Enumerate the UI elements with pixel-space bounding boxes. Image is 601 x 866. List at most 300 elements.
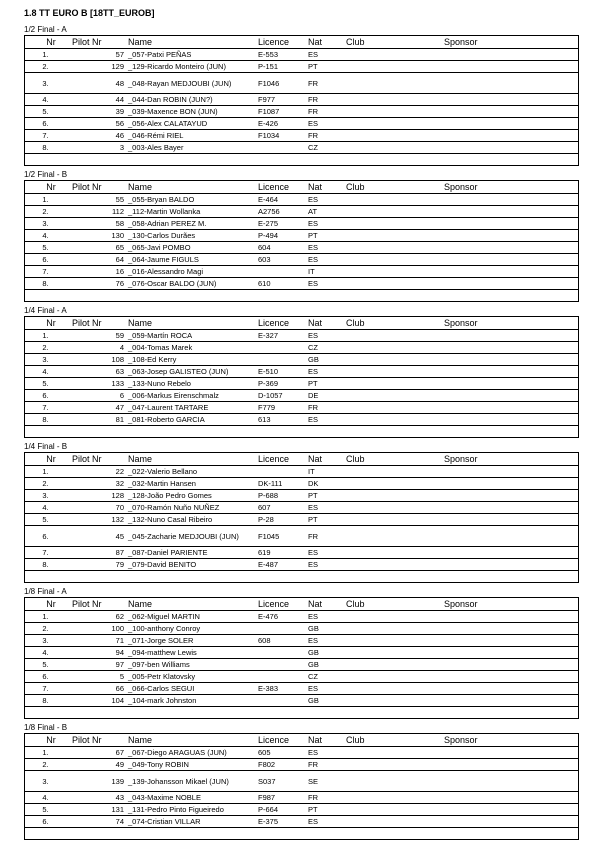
licence-cell: F1034	[257, 130, 307, 142]
sponsor-cell	[443, 671, 578, 683]
club-cell	[345, 266, 443, 278]
licence-cell: F977	[257, 94, 307, 106]
pilot-name-cell: _104-mark Johnston	[127, 695, 257, 707]
table-row	[25, 559, 578, 571]
pilot-nr-header: Pilot Nr	[66, 734, 127, 747]
licence-cell: 619	[257, 547, 307, 559]
nationality-cell: ES	[307, 635, 345, 647]
sponsor-header: Sponsor	[443, 317, 578, 330]
club-cell	[345, 230, 443, 242]
nationality-cell: DE	[307, 390, 345, 402]
pilot-nr-cell: 133	[66, 378, 127, 390]
pilot-nr-cell: 70	[66, 502, 127, 514]
sponsor-cell	[443, 390, 578, 402]
club-cell	[345, 611, 443, 623]
club-cell	[345, 804, 443, 816]
section-label: 1/8 Final - B	[24, 723, 68, 732]
licence-cell: 607	[257, 502, 307, 514]
sponsor-cell	[443, 414, 578, 426]
nr-header: Nr	[25, 734, 66, 747]
club-cell	[345, 194, 443, 206]
club-cell	[345, 354, 443, 366]
pilot-name-cell: _059-Martín ROCA	[127, 330, 257, 342]
nationality-cell: FR	[307, 106, 345, 118]
nationality-cell: PT	[307, 61, 345, 73]
results-table	[24, 733, 579, 840]
nationality-cell: AT	[307, 206, 345, 218]
licence-cell: P-494	[257, 230, 307, 242]
rank-cell: 3.	[25, 490, 66, 502]
club-header: Club	[345, 181, 443, 194]
table-header-row	[25, 181, 578, 194]
name-header: Name	[127, 317, 257, 330]
table-row	[25, 390, 578, 402]
sponsor-cell	[443, 49, 578, 61]
name-header: Name	[127, 734, 257, 747]
pilot-name-cell: _066-Carlos SEGUI	[127, 683, 257, 695]
table-row	[25, 330, 578, 342]
pilot-nr-cell: 32	[66, 478, 127, 490]
club-cell	[345, 683, 443, 695]
licence-cell: 604	[257, 242, 307, 254]
sponsor-cell	[443, 94, 578, 106]
table-row	[25, 771, 578, 792]
nationality-cell: ES	[307, 242, 345, 254]
table-row	[25, 94, 578, 106]
nationality-cell: ES	[307, 278, 345, 290]
nationality-cell: FR	[307, 73, 345, 94]
pilot-name-cell: _132-Nuno Casal Ribeiro	[127, 514, 257, 526]
nationality-cell: FR	[307, 526, 345, 547]
licence-cell: E-487	[257, 559, 307, 571]
section-label: 1/8 Final - A	[24, 587, 67, 596]
rank-cell: 4.	[25, 366, 66, 378]
table-row	[25, 106, 578, 118]
rank-cell: 8.	[25, 142, 66, 154]
table-row	[25, 526, 578, 547]
club-cell	[345, 49, 443, 61]
nationality-cell: IT	[307, 266, 345, 278]
pilot-name-cell: _130-Carlos Durães	[127, 230, 257, 242]
sponsor-header: Sponsor	[443, 734, 578, 747]
club-cell	[345, 747, 443, 759]
pilot-name-cell: _022-Valerio Bellano	[127, 466, 257, 478]
rank-cell: 3.	[25, 218, 66, 230]
pilot-nr-cell: 87	[66, 547, 127, 559]
rank-cell: 8.	[25, 414, 66, 426]
rank-cell: 5.	[25, 804, 66, 816]
licence-cell: F802	[257, 759, 307, 771]
licence-cell	[257, 142, 307, 154]
nationality-cell: FR	[307, 130, 345, 142]
licence-cell: E-426	[257, 118, 307, 130]
pilot-nr-header: Pilot Nr	[66, 317, 127, 330]
sponsor-cell	[443, 230, 578, 242]
name-header: Name	[127, 36, 257, 49]
pilot-name-cell: _063-Josep GALISTEO (JUN)	[127, 366, 257, 378]
nationality-cell: IT	[307, 466, 345, 478]
pilot-nr-cell: 130	[66, 230, 127, 242]
pilot-nr-cell: 45	[66, 526, 127, 547]
rank-cell: 4.	[25, 792, 66, 804]
nr-header: Nr	[25, 36, 66, 49]
pilot-name-cell: _039-Maxence BON (JUN)	[127, 106, 257, 118]
table-header-row	[25, 317, 578, 330]
licence-header: Licence	[257, 598, 307, 611]
table-spacer-row	[25, 828, 578, 840]
pilot-name-cell: _004-Tomas Marek	[127, 342, 257, 354]
club-cell	[345, 278, 443, 290]
pilot-nr-cell: 79	[66, 559, 127, 571]
nationality-cell: ES	[307, 747, 345, 759]
pilot-nr-cell: 49	[66, 759, 127, 771]
rank-cell: 1.	[25, 330, 66, 342]
nationality-cell: ES	[307, 366, 345, 378]
pilot-nr-cell: 57	[66, 49, 127, 61]
club-header: Club	[345, 36, 443, 49]
pilot-name-cell: _094-matthew Lewis	[127, 647, 257, 659]
licence-cell: P-151	[257, 61, 307, 73]
club-cell	[345, 94, 443, 106]
nationality-cell: PT	[307, 230, 345, 242]
sponsor-header: Sponsor	[443, 453, 578, 466]
rank-cell: 2.	[25, 206, 66, 218]
licence-cell	[257, 354, 307, 366]
nationality-cell: ES	[307, 118, 345, 130]
sponsor-cell	[443, 611, 578, 623]
table-row	[25, 254, 578, 266]
licence-cell	[257, 671, 307, 683]
table-header-row	[25, 453, 578, 466]
table-row	[25, 490, 578, 502]
pilot-name-cell: _048-Rayan MEDJOUBI (JUN)	[127, 73, 257, 94]
pilot-nr-cell: 6	[66, 390, 127, 402]
nationality-cell: ES	[307, 611, 345, 623]
results-table	[24, 316, 579, 438]
results-table	[24, 35, 579, 166]
sponsor-cell	[443, 623, 578, 635]
results-table	[24, 452, 579, 583]
pilot-nr-cell: 16	[66, 266, 127, 278]
club-cell	[345, 342, 443, 354]
pilot-name-cell: _129-Ricardo Monteiro (JUN)	[127, 61, 257, 73]
table-row	[25, 747, 578, 759]
pilot-nr-cell: 64	[66, 254, 127, 266]
pilot-name-cell: _071-Jorge SOLER	[127, 635, 257, 647]
sponsor-cell	[443, 242, 578, 254]
pilot-nr-cell: 58	[66, 218, 127, 230]
club-cell	[345, 402, 443, 414]
sponsor-cell	[443, 130, 578, 142]
nat-header: Nat	[307, 36, 345, 49]
pilot-name-cell: _079-David BENITO	[127, 559, 257, 571]
rank-cell: 7.	[25, 130, 66, 142]
rank-cell: 6.	[25, 118, 66, 130]
licence-cell: 605	[257, 747, 307, 759]
table-row	[25, 49, 578, 61]
section-label: 1/4 Final - B	[24, 442, 68, 451]
club-cell	[345, 390, 443, 402]
licence-cell: E-510	[257, 366, 307, 378]
rank-cell: 1.	[25, 611, 66, 623]
pilot-nr-cell: 108	[66, 354, 127, 366]
nationality-cell: ES	[307, 218, 345, 230]
nr-header: Nr	[25, 317, 66, 330]
sponsor-cell	[443, 278, 578, 290]
licence-cell: E-375	[257, 816, 307, 828]
club-cell	[345, 206, 443, 218]
club-cell	[345, 142, 443, 154]
sponsor-cell	[443, 142, 578, 154]
sponsor-cell	[443, 378, 578, 390]
nationality-cell: CZ	[307, 342, 345, 354]
club-cell	[345, 514, 443, 526]
table-row	[25, 759, 578, 771]
nat-header: Nat	[307, 598, 345, 611]
table-row	[25, 266, 578, 278]
pilot-name-cell: _067-Diego ARAGUAS (JUN)	[127, 747, 257, 759]
club-cell	[345, 61, 443, 73]
pilot-nr-cell: 55	[66, 194, 127, 206]
sponsor-cell	[443, 526, 578, 547]
pilot-name-cell: _139-Johansson Mikael (JUN)	[127, 771, 257, 792]
pilot-name-cell: _074-Cristian VILLAR	[127, 816, 257, 828]
rank-cell: 4.	[25, 647, 66, 659]
sponsor-cell	[443, 683, 578, 695]
licence-cell	[257, 659, 307, 671]
nationality-cell: GB	[307, 623, 345, 635]
licence-header: Licence	[257, 36, 307, 49]
sponsor-cell	[443, 804, 578, 816]
licence-cell	[257, 695, 307, 707]
club-header: Club	[345, 734, 443, 747]
club-cell	[345, 647, 443, 659]
club-header: Club	[345, 598, 443, 611]
sponsor-cell	[443, 106, 578, 118]
nat-header: Nat	[307, 453, 345, 466]
table-row	[25, 230, 578, 242]
club-cell	[345, 771, 443, 792]
table-row	[25, 695, 578, 707]
club-cell	[345, 478, 443, 490]
licence-cell	[257, 647, 307, 659]
pilot-nr-header: Pilot Nr	[66, 36, 127, 49]
club-cell	[345, 378, 443, 390]
nationality-cell: GB	[307, 659, 345, 671]
licence-cell: F779	[257, 402, 307, 414]
pilot-nr-cell: 65	[66, 242, 127, 254]
rank-cell: 6.	[25, 254, 66, 266]
rank-cell: 2.	[25, 342, 66, 354]
club-cell	[345, 414, 443, 426]
licence-cell: E-464	[257, 194, 307, 206]
pilot-nr-cell: 39	[66, 106, 127, 118]
pilot-name-cell: _065-Javi POMBO	[127, 242, 257, 254]
name-header: Name	[127, 181, 257, 194]
nationality-cell: GB	[307, 354, 345, 366]
licence-header: Licence	[257, 317, 307, 330]
pilot-name-cell: _005-Petr Klatovsky	[127, 671, 257, 683]
pilot-nr-cell: 22	[66, 466, 127, 478]
licence-cell	[257, 466, 307, 478]
nationality-cell: DK	[307, 478, 345, 490]
licence-cell: 603	[257, 254, 307, 266]
club-cell	[345, 366, 443, 378]
pilot-nr-cell: 56	[66, 118, 127, 130]
nationality-cell: ES	[307, 559, 345, 571]
pilot-name-cell: _064-Jaume FIGULS	[127, 254, 257, 266]
sponsor-cell	[443, 792, 578, 804]
licence-cell	[257, 266, 307, 278]
pilot-nr-cell: 81	[66, 414, 127, 426]
rank-cell: 3.	[25, 771, 66, 792]
section-label: 1/2 Final - A	[24, 25, 67, 34]
pilot-nr-header: Pilot Nr	[66, 453, 127, 466]
pilot-nr-cell: 112	[66, 206, 127, 218]
rank-cell: 6.	[25, 671, 66, 683]
table-row	[25, 478, 578, 490]
pilot-nr-cell: 104	[66, 695, 127, 707]
nationality-cell: FR	[307, 759, 345, 771]
pilot-name-cell: _081-Roberto GARCIA	[127, 414, 257, 426]
nationality-cell: PT	[307, 514, 345, 526]
table-row	[25, 218, 578, 230]
licence-header: Licence	[257, 181, 307, 194]
nr-header: Nr	[25, 598, 66, 611]
rank-cell: 3.	[25, 73, 66, 94]
rank-cell: 3.	[25, 635, 66, 647]
pilot-name-cell: _016-Alessandro Magi	[127, 266, 257, 278]
sponsor-cell	[443, 816, 578, 828]
table-row	[25, 414, 578, 426]
sponsor-cell	[443, 478, 578, 490]
rank-cell: 4.	[25, 230, 66, 242]
club-cell	[345, 130, 443, 142]
licence-cell: DK-111	[257, 478, 307, 490]
pilot-name-cell: _100-anthony Conroy	[127, 623, 257, 635]
club-cell	[345, 547, 443, 559]
table-row	[25, 792, 578, 804]
nat-header: Nat	[307, 734, 345, 747]
sponsor-cell	[443, 695, 578, 707]
pilot-nr-cell: 46	[66, 130, 127, 142]
table-row	[25, 647, 578, 659]
rank-cell: 1.	[25, 194, 66, 206]
sponsor-cell	[443, 194, 578, 206]
pilot-name-cell: _076-Oscar BALDO (JUN)	[127, 278, 257, 290]
licence-cell: E-553	[257, 49, 307, 61]
club-cell	[345, 792, 443, 804]
club-cell	[345, 635, 443, 647]
pilot-nr-cell: 66	[66, 683, 127, 695]
licence-cell: 610	[257, 278, 307, 290]
sponsor-cell	[443, 771, 578, 792]
table-row	[25, 242, 578, 254]
pilot-name-cell: _006-Markus Eirenschmalz	[127, 390, 257, 402]
rank-cell: 5.	[25, 106, 66, 118]
rank-cell: 8.	[25, 695, 66, 707]
pilot-name-cell: _032-Martin Hansen	[127, 478, 257, 490]
licence-cell: F1045	[257, 526, 307, 547]
sponsor-cell	[443, 514, 578, 526]
sponsor-cell	[443, 647, 578, 659]
licence-cell: E-476	[257, 611, 307, 623]
table-row	[25, 659, 578, 671]
rank-cell: 5.	[25, 659, 66, 671]
pilot-nr-cell: 43	[66, 792, 127, 804]
nationality-cell: ES	[307, 547, 345, 559]
licence-cell: F987	[257, 792, 307, 804]
table-row	[25, 61, 578, 73]
club-cell	[345, 73, 443, 94]
nationality-cell: CZ	[307, 671, 345, 683]
table-row	[25, 804, 578, 816]
licence-header: Licence	[257, 453, 307, 466]
pilot-nr-header: Pilot Nr	[66, 598, 127, 611]
licence-cell: E-327	[257, 330, 307, 342]
sponsor-cell	[443, 547, 578, 559]
pilot-name-cell: _045-Zacharie MEDJOUBI (JUN)	[127, 526, 257, 547]
nationality-cell: GB	[307, 695, 345, 707]
pilot-name-cell: _043-Maxime NOBLE	[127, 792, 257, 804]
pilot-name-cell: _070-Ramón Nuño NUÑEZ	[127, 502, 257, 514]
pilot-nr-cell: 44	[66, 94, 127, 106]
table-row	[25, 623, 578, 635]
pilot-name-cell: _055-Bryan BALDO	[127, 194, 257, 206]
pilot-nr-header: Pilot Nr	[66, 181, 127, 194]
nationality-cell: ES	[307, 414, 345, 426]
club-cell	[345, 502, 443, 514]
club-cell	[345, 218, 443, 230]
pilot-nr-cell: 62	[66, 611, 127, 623]
pilot-nr-cell: 131	[66, 804, 127, 816]
table-row	[25, 73, 578, 94]
rank-cell: 3.	[25, 354, 66, 366]
licence-cell: 608	[257, 635, 307, 647]
licence-cell: P-688	[257, 490, 307, 502]
pilot-nr-cell: 3	[66, 142, 127, 154]
pilot-name-cell: _112-Martin Wollanka	[127, 206, 257, 218]
rank-cell: 7.	[25, 402, 66, 414]
pilot-nr-cell: 5	[66, 671, 127, 683]
club-cell	[345, 695, 443, 707]
licence-cell	[257, 623, 307, 635]
club-cell	[345, 659, 443, 671]
club-cell	[345, 254, 443, 266]
rank-cell: 6.	[25, 526, 66, 547]
club-header: Club	[345, 453, 443, 466]
licence-cell: A2756	[257, 206, 307, 218]
pilot-name-cell: _044-Dan ROBIN (JUN?)	[127, 94, 257, 106]
sponsor-cell	[443, 254, 578, 266]
pilot-nr-cell: 129	[66, 61, 127, 73]
results-table	[24, 180, 579, 302]
rank-cell: 4.	[25, 94, 66, 106]
pilot-name-cell: _056-Alex CALATAYUD	[127, 118, 257, 130]
pilot-nr-cell: 94	[66, 647, 127, 659]
table-header-row	[25, 598, 578, 611]
results-sections	[24, 24, 579, 843]
rank-cell: 6.	[25, 390, 66, 402]
club-cell	[345, 816, 443, 828]
club-cell	[345, 106, 443, 118]
club-cell	[345, 623, 443, 635]
nr-header: Nr	[25, 453, 66, 466]
licence-cell: F1046	[257, 73, 307, 94]
table-row	[25, 194, 578, 206]
rank-cell: 2.	[25, 478, 66, 490]
nationality-cell: FR	[307, 402, 345, 414]
